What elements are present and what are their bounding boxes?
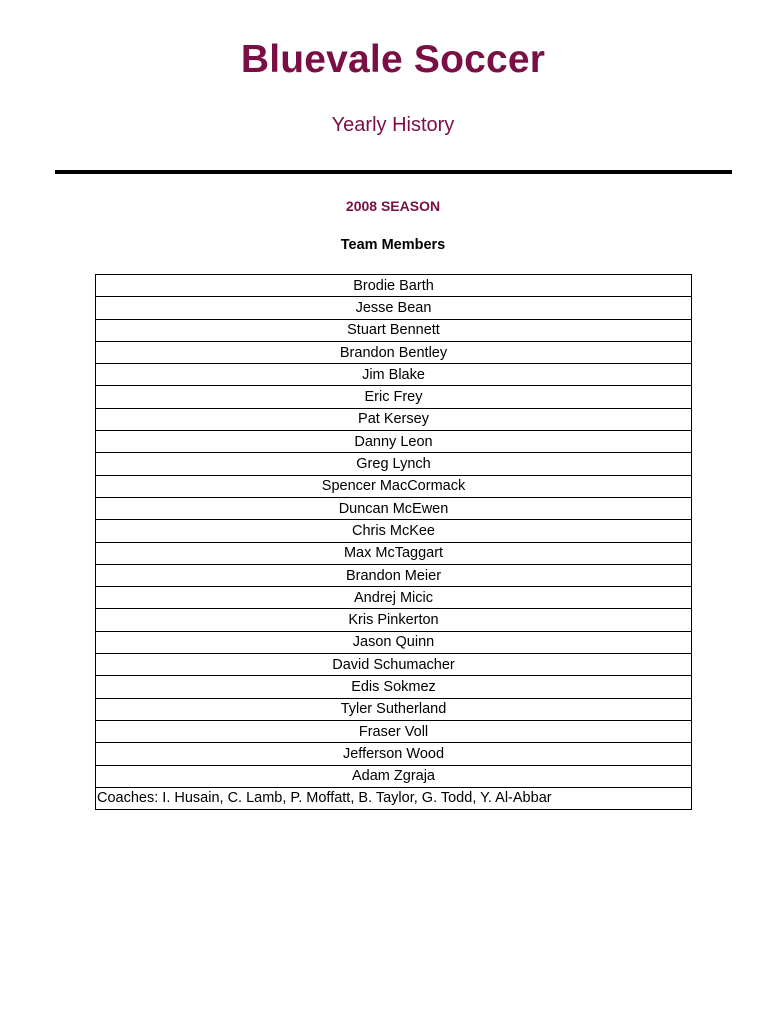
- member-name-cell: Brandon Meier: [96, 564, 692, 586]
- member-name-cell: Greg Lynch: [96, 453, 692, 475]
- table-row: [96, 609, 692, 631]
- table-row: [96, 297, 692, 319]
- member-name-cell: Adam Zgraja: [96, 765, 692, 787]
- member-name-cell: Duncan McEwen: [96, 497, 692, 519]
- member-name-cell: Jim Blake: [96, 364, 692, 386]
- table-row: [96, 319, 692, 341]
- page-subtitle: Yearly History: [331, 114, 455, 136]
- table-row: [96, 386, 692, 408]
- member-name-cell: Brandon Bentley: [96, 341, 692, 363]
- table-row: [96, 743, 692, 765]
- table-row: [96, 542, 692, 564]
- table-row: [96, 453, 692, 475]
- table-row: [96, 341, 692, 363]
- member-name-cell: Jefferson Wood: [96, 743, 692, 765]
- table-row: [96, 654, 692, 676]
- member-name-cell: Andrej Micic: [96, 587, 692, 609]
- table-row: [96, 720, 692, 742]
- member-name-cell: Max McTaggart: [96, 542, 692, 564]
- member-name-cell: Eric Frey: [96, 386, 692, 408]
- member-name-cell: Danny Leon: [96, 431, 692, 453]
- member-name-cell: Tyler Sutherland: [96, 698, 692, 720]
- team-members-heading: Team Members: [340, 237, 446, 253]
- member-name-cell: David Schumacher: [96, 654, 692, 676]
- member-name-cell: Jesse Bean: [96, 297, 692, 319]
- member-name-cell: Kris Pinkerton: [96, 609, 692, 631]
- member-name-cell: Chris McKee: [96, 520, 692, 542]
- table-row: [96, 275, 692, 297]
- member-name-cell: Spencer MacCormack: [96, 475, 692, 497]
- season-heading: 2008 SEASON: [345, 198, 441, 214]
- member-name-cell: Jason Quinn: [96, 631, 692, 653]
- table-row: [96, 475, 692, 497]
- member-name-cell: Edis Sokmez: [96, 676, 692, 698]
- table-row: [96, 765, 692, 787]
- table-row: [96, 631, 692, 653]
- member-name-cell: Brodie Barth: [96, 275, 692, 297]
- member-name-cell: Stuart Bennett: [96, 319, 692, 341]
- coaches-row: [96, 787, 692, 809]
- table-row: [96, 587, 692, 609]
- table-row: [96, 676, 692, 698]
- coaches-cell: Coaches: I. Husain, C. Lamb, P. Moffatt, B. Taylor, G. Todd, Y. Al-Abbar: [96, 787, 692, 809]
- table-row: [96, 408, 692, 430]
- roster-table: [95, 274, 692, 810]
- table-row: [96, 431, 692, 453]
- member-name-cell: Pat Kersey: [96, 408, 692, 430]
- table-row: [96, 520, 692, 542]
- page-title: Bluevale Soccer: [240, 38, 546, 81]
- table-row: [96, 497, 692, 519]
- table-row: [96, 364, 692, 386]
- roster-body: [96, 275, 692, 810]
- member-name-cell: Fraser Voll: [96, 720, 692, 742]
- table-row: [96, 698, 692, 720]
- table-row: [96, 564, 692, 586]
- horizontal-divider: [55, 170, 732, 174]
